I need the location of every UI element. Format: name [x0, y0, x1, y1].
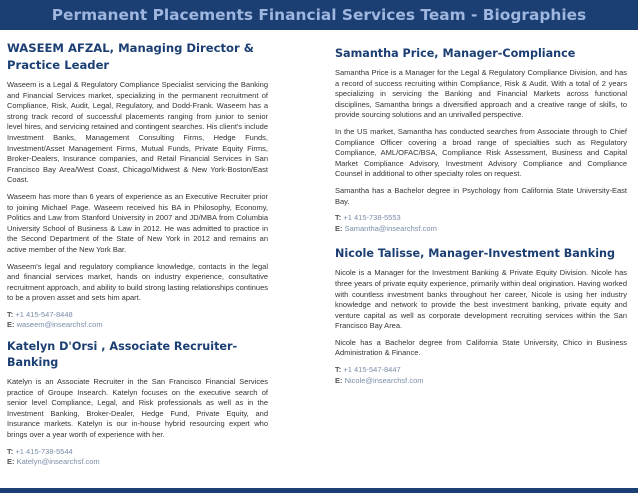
phone-number: +1 415-547-8447: [343, 365, 401, 375]
phone-label: T:: [335, 365, 342, 375]
bio-paragraph: In the US market, Samantha has conducted searches from Associate through to Chief Compliance Officer covering a broad range of specialties such as Regulatory Compliance, AML/OFAC/BSA, Compliance Risk Assessment, Business and Capital Market Compliance Advisory, Investment Advisory Compliance and Compliance Counsel in additional to other specialty roles on request.: [335, 126, 627, 179]
phone-number: +1 415-738-5544: [15, 446, 73, 456]
footer-bar: [0, 488, 638, 493]
email-line: [335, 224, 627, 235]
bio-paragraph: Katelyn is an Associate Recruiter in the San Francisco Financial Services practice of Groupe Insearch. Katelyn focuses on the executive search of senior level Compliance, Legal, and Risk professionals as well as in the Investment Banking, Broker-Dealer, Hedge Fund, Private Equity, and Insurance markets. Katelyn is our in-house hybrid resourcing expert who brings over a year worth of experience with her.: [7, 377, 268, 440]
email-label: E:: [7, 457, 15, 467]
bio-name: WASEEM AFZAL, Managing Director & Practice Leader: [7, 41, 254, 72]
email-address[interactable]: waseem@insearchsf.com: [16, 320, 103, 330]
contact-block: [7, 310, 268, 331]
phone-line: [335, 365, 627, 376]
email-address[interactable]: Nicole@insearchsf.com: [344, 375, 424, 385]
email-line: [335, 376, 627, 387]
bio-paragraph: Waseem's legal and regulatory compliance knowledge, contacts in the legal and financial services market, hands on industry experience, consultative recruitment approach, and ability to build strong lasting relationships continues to be a proven asset and sets him apart.: [7, 261, 268, 303]
phone-label: T:: [7, 309, 14, 319]
email-address[interactable]: Katelyn@insearchsf.com: [16, 457, 100, 467]
bio-paragraph: Samantha Price is a Manager for the Legal & Regulatory Compliance Division, and has a record of success recruiting within Compliance, Risk & Audit. With a total of 2 years specializing in servicing the Banking and Financial Markets across functional disciplines, Samantha brings a diversified approach and a creative range of skills, to provide sourcing solutions and an unrivalled perspective.: [335, 68, 627, 120]
bio-waseem: [7, 40, 268, 331]
phone-number: +1 415-547-8448: [15, 309, 73, 319]
bio-paragraph: Waseem is a Legal & Regulatory Compliance Specialist servicing the Banking and Financial Services market, specializing in the permanent recruitment of Compliance, Risk, Audit, Legal, Regulatory, and Dodd-Frank. Waseem has a strong track record of successful placements ranging from junior to senior level hires, and servicing retained and contingent searches. His client's include Investment Banks, Management Consulting Firms, Hedge Funds, Investment/Asset Management Firms, Mutual Funds, Private Equity Firms, Broker-Dealers, Insurance companies, and Retail Financial Services in San Francisco Bay Area/West Coast, Chicago/Midwest & New York-Boston/East Coast.: [7, 80, 268, 185]
bio-paragraph: Samantha has a Bachelor degree in Psychology from California State University-East Bay.: [335, 185, 627, 206]
phone-line: [7, 310, 268, 321]
bio-katelyn: [7, 339, 268, 468]
contact-block: [335, 213, 627, 234]
phone-label: T:: [7, 446, 14, 456]
email-label: E:: [335, 223, 343, 233]
bio-name: Katelyn D'Orsi , Associate Recruiter-Banking: [7, 340, 238, 370]
contact-block: [335, 365, 627, 386]
bio-name: Samantha Price, Manager-Compliance: [335, 47, 576, 60]
phone-line: [7, 447, 268, 458]
bio-paragraph: Nicole has a Bachelor degree from California State University, Chico in Business Administration & Finance.: [335, 337, 627, 358]
left-column: [7, 40, 268, 476]
phone-line: [335, 213, 627, 224]
page-title: Permanent Placements Financial Services Team - Biographies: [0, 0, 638, 30]
email-line: [7, 457, 268, 468]
email-label: E:: [335, 375, 343, 385]
bio-samantha: [335, 46, 627, 234]
email-line: [7, 320, 268, 331]
email-label: E:: [7, 320, 15, 330]
bio-nicole: [335, 246, 627, 386]
bio-name: Nicole Talisse, Manager-Investment Banking: [335, 247, 615, 261]
contact-block: [7, 447, 268, 468]
bio-paragraph: Nicole is a Manager for the Investment Banking & Private Equity Division. Nicole has three years of private equity experience, primarily within deal origination. Having worked with countless investment banks throughout her career, Nicole is using her industry knowledge and network to provide the best investment banking, private equity and venture capital as well as corporate development recruiting services within the San Francisco Bay Area.: [335, 268, 627, 331]
email-address[interactable]: Samantha@insearchsf.com: [344, 223, 437, 233]
bio-paragraph: Waseem has more than 6 years of experience as an Executive Recruiter prior to joining Michael Page. Waseem received his BA in Philosophy, Economy, Politics and Law from Stanford University in 2007 and JD/MBA from Columbia University School of Business & Law in 2012. He was admitted to practice in the Second Department of the State of New York in 2012 and remains an active member of the New York Bar.: [7, 191, 268, 254]
phone-label: T:: [335, 213, 342, 223]
right-column: [335, 46, 627, 394]
phone-number: +1 415-738-5553: [343, 213, 401, 223]
